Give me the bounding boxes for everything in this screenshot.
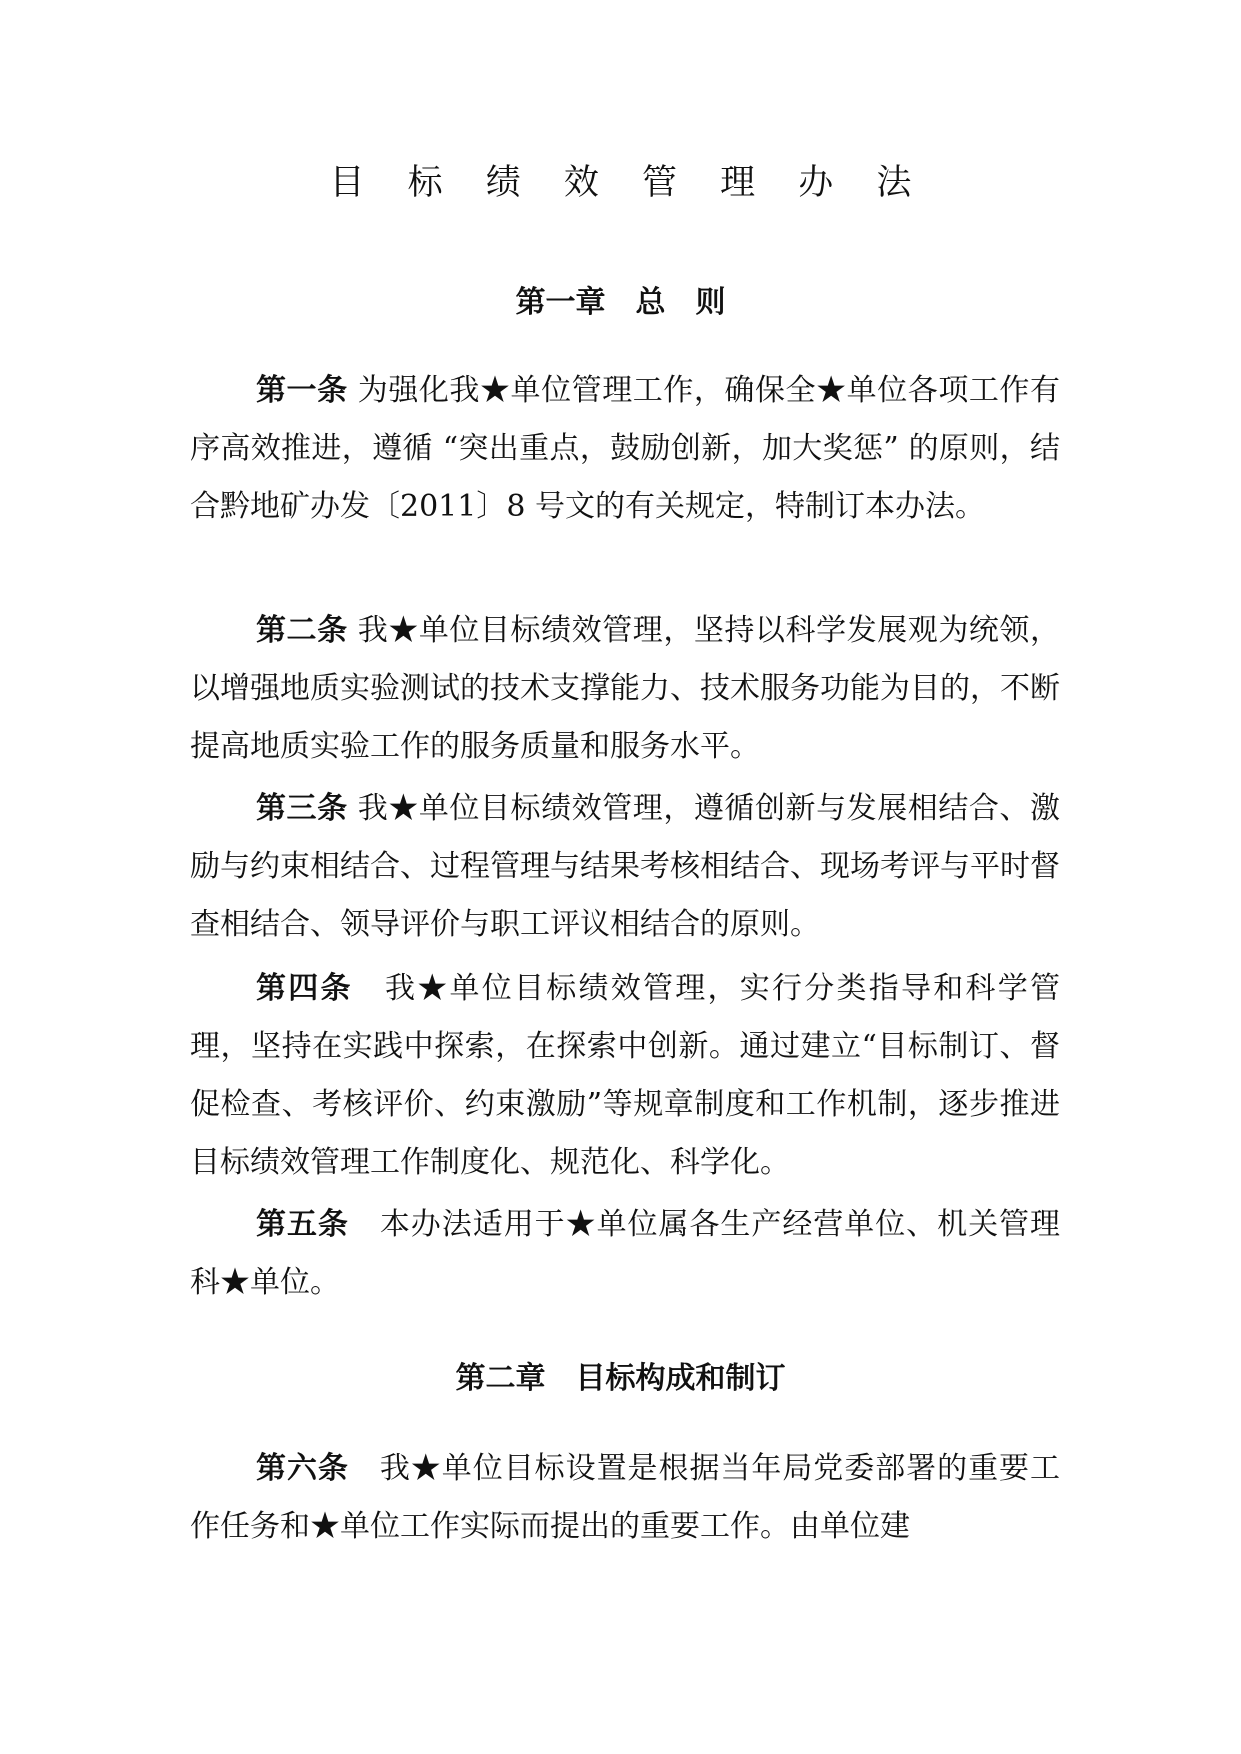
article-text: 我★单位目标绩效管理，实行分类指导和科学管理，坚持在实践中探索，在探索中创新。通过建立“目标制订、督促检查、考核评价、约束激励”等规章制度和工作机制，逐步推进目标绩效管理工作制度化、规范化、科学化。 [190,971,1060,1180]
article-label: 第二条 [256,613,348,648]
article-text: 我★单位目标绩效管理，坚持以科学发展观为统领，以增强地质实验测试的技术支撑能力、技术服务功能为目的，不断提高地质实验工作的服务质量和服务水平。 [190,613,1060,764]
article-1 [190,362,1060,536]
chapter-heading-2: 第二章 目标构成和制订 [455,1361,786,1396]
article-5 [190,1196,1060,1312]
article-text: 为强化我★单位管理工作，确保全★单位各项工作有序高效推进，遵循 “突出重点，鼓励创新，加大奖惩” 的原则，结合黔地矿办发〔2011〕8 号文的有关规定，特制订本办法。 [190,373,1060,524]
article-4 [190,960,1060,1192]
article-3 [190,780,1060,954]
article-text: 本办法适用于★单位属各生产经营单位、机关管理科★单位。 [190,1207,1061,1300]
chapter-heading-1: 第一章 总 则 [515,285,726,320]
document-title: 目 标 绩 效 管 理 办 法 [329,163,928,203]
article-label: 第四条 [256,971,353,1006]
article-label: 第五条 [256,1207,349,1242]
article-label: 第一条 [256,373,348,408]
article-label: 第三条 [256,791,348,826]
article-label: 第六条 [256,1451,349,1486]
article-text: 我★单位目标绩效管理，遵循创新与发展相结合、激励与约束相结合、过程管理与结果考核相结合、现场考评与平时督查相结合、领导评价与职工评议相结合的原则。 [190,791,1060,942]
article-text: 我★单位目标设置是根据当年局党委部署的重要工作任务和★单位工作实际而提出的重要工作。由单位建 [190,1451,1061,1544]
article-2 [190,602,1060,776]
article-6 [190,1440,1060,1556]
